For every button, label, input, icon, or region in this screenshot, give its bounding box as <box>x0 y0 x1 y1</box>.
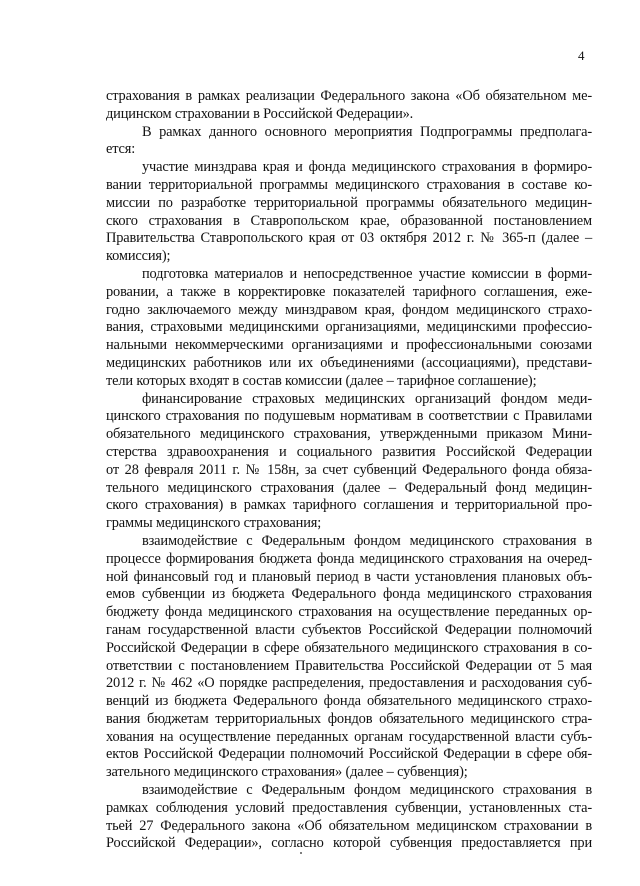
text-line: участие минздрава края и фонда медицинского страхования в формиро- <box>142 159 592 176</box>
text-line: ского страхования в Ставропольском крае, образованной постановлением <box>106 212 592 229</box>
text-line: вания бюджетам территориальных фондов обязательного медицинского стра- <box>106 710 592 727</box>
text-line: рамках соблюдения условий предоставления субвенции, установленных ста- <box>106 799 592 816</box>
scan-speck <box>300 852 302 854</box>
text-line: емов субвенции из бюджета Федерального фонда медицинского страхования <box>106 586 592 603</box>
text-line: ровании, а также в корректировке показателей тарифного соглашения, еже- <box>106 283 592 300</box>
text-line: ектов Российской Федерации полномочий Российской Федерации в сфере обя- <box>106 746 592 763</box>
text-line: тельного медицинского страхования (далее – Федеральный фонд медицин- <box>106 479 592 496</box>
page-number: 4 <box>578 48 585 63</box>
text-line: Правительства Ставропольского края от 03 октября 2012 г. № 365-п (далее – <box>106 230 592 247</box>
text-line: обязательного медицинского страхования, утвержденными приказом Мини- <box>106 426 592 443</box>
text-line: годно заключаемого между минздравом края, фондом медицинского страхо- <box>106 301 592 318</box>
text-line: зательного медицинского страхования» (далее – субвенция); <box>106 764 468 781</box>
text-line: Российской Федерации в сфере обязательного медицинского страхования в со- <box>106 639 592 656</box>
text-line: тели которых входят в состав комиссии (далее – тарифное соглашение); <box>106 372 537 389</box>
text-line: миссии по разработке территориальной программы обязательного медицин- <box>106 194 592 211</box>
text-line: В рамках данного основного мероприятия Подпрограммы предполага- <box>142 123 592 140</box>
text-line: взаимодействие с Федеральным фондом медицинского страхования в <box>142 532 592 549</box>
text-line: ганам государственной власти субъектов Российской Федерации полномочий <box>106 621 592 638</box>
text-line: дицинском страховании в Российской Федерации». <box>106 105 414 122</box>
text-line: Российской Федерации», согласно которой субвенция предоставляется при <box>106 835 592 852</box>
text-line: граммы медицинского страхования; <box>106 515 322 532</box>
text-line: 2012 г. № 462 «О порядке распределения, предоставления и расходования суб- <box>106 675 592 692</box>
text-line: медицинских работников или их объединениями (ассоциациями), представи- <box>106 354 592 371</box>
text-line: процессе формирования бюджета фонда медицинского страхования на очеред- <box>106 550 592 567</box>
text-line: ответствии с постановлением Правительства Российской Федерации от 5 мая <box>106 657 592 674</box>
text-line: бюджету фонда медицинского страхования на осуществление переданных ор- <box>106 604 592 621</box>
text-line: ется: <box>106 141 136 158</box>
document-body <box>106 88 592 853</box>
text-line: стерства здравоохранения и социального развития Российской Федерации <box>106 443 592 460</box>
text-line: подготовка материалов и непосредственное участие комиссии в форми- <box>142 265 592 282</box>
text-line: взаимодействие с Федеральным фондом медицинского страхования в <box>142 782 592 799</box>
text-line: ной финансовый год и плановый период в части установления плановых объ- <box>106 568 592 585</box>
text-line: комиссия); <box>106 248 171 265</box>
text-line: тьей 27 Федерального закона «Об обязательном медицинском страховании в <box>106 817 592 834</box>
text-line: венций из бюджета Федерального фонда обязательного медицинского страхо- <box>106 693 592 710</box>
text-line: цинского страхования по подушевым нормативам в соответствии с Правилами <box>106 408 592 425</box>
text-line: ского страхования) в рамках тарифного соглашения и территориальной про- <box>106 497 592 514</box>
text-line: хования на осуществление переданных органам государственной власти субъ- <box>106 728 592 745</box>
text-line: нальными некоммерческими организациями и профессиональными союзами <box>106 337 592 354</box>
text-line: финансирование страховых медицинских организаций фондом меди- <box>142 390 592 407</box>
text-line: от 28 февраля 2011 г. № 158н, за счет субвенций Федерального фонда обяза- <box>106 461 592 478</box>
text-line: вании территориальной программы медицинского страхования в составе ко- <box>106 176 592 193</box>
text-line: страхования в рамках реализации Федерального закона «Об обязательном ме- <box>106 88 592 104</box>
text-line: вания, страховыми медицинскими организациями, медицинскими профессио- <box>106 319 592 336</box>
